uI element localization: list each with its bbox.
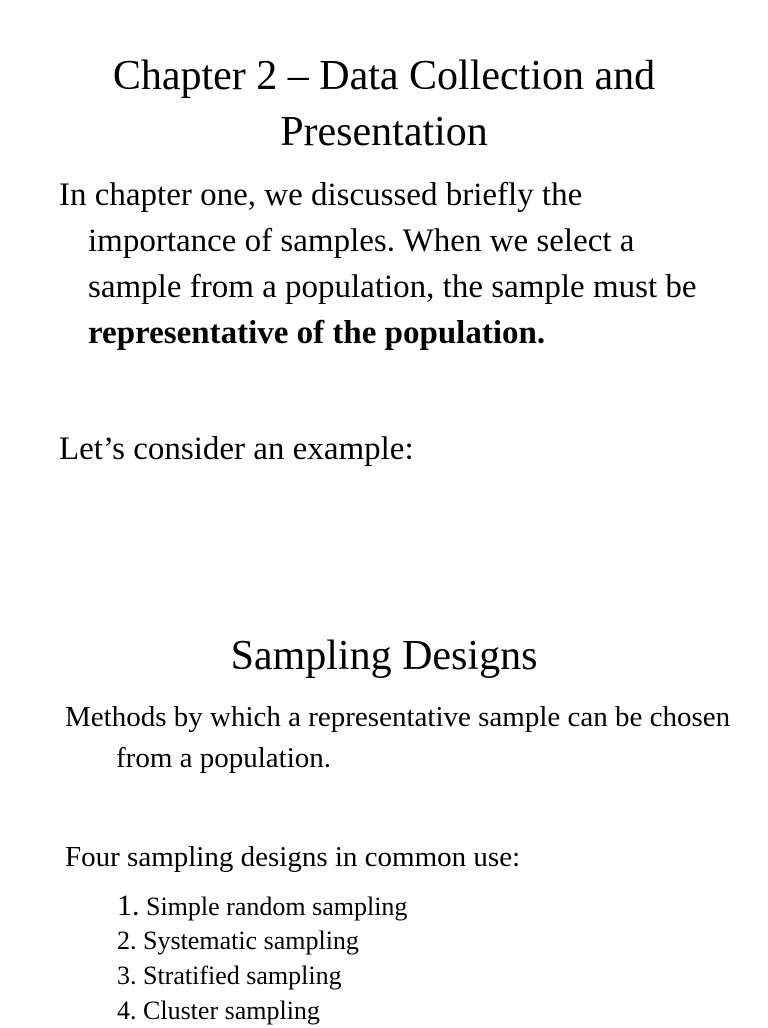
title-line-1: Chapter 2 – Data Collection and [112,53,656,99]
slide-title: Sampling Designs [230,633,538,679]
list-item-label: Cluster sampling [143,996,320,1025]
list-item-label: Systematic sampling [143,926,359,955]
list-item [117,958,407,993]
four-designs-heading: Four sampling designs in common use: [65,841,521,873]
list-item [117,888,407,923]
list-item-label: Simple random sampling [146,892,408,921]
sampling-design-list [117,888,407,1028]
list-item [117,923,407,958]
intro-bold-text: representative of the population. [88,315,546,351]
slide-title [0,48,768,160]
list-item-number: 4. [117,996,137,1025]
example-paragraph: Let’s consider an example: [59,431,414,467]
methods-paragraph: Methods by which a representative sample can be chosen from a population. [65,701,731,774]
intro-text: In chapter one, we discussed briefly the importance of samples. When we select a sample from a population, the sample must be [59,177,697,305]
intro-paragraph [59,172,728,356]
list-item [117,993,407,1028]
title-line-2: Presentation [280,109,488,155]
list-item-label: Stratified sampling [143,961,342,990]
list-item-number: 1. [117,889,140,922]
list-item-number: 3. [117,961,137,990]
list-item-number: 2. [117,926,137,955]
slide-sampling-designs [0,520,768,1024]
